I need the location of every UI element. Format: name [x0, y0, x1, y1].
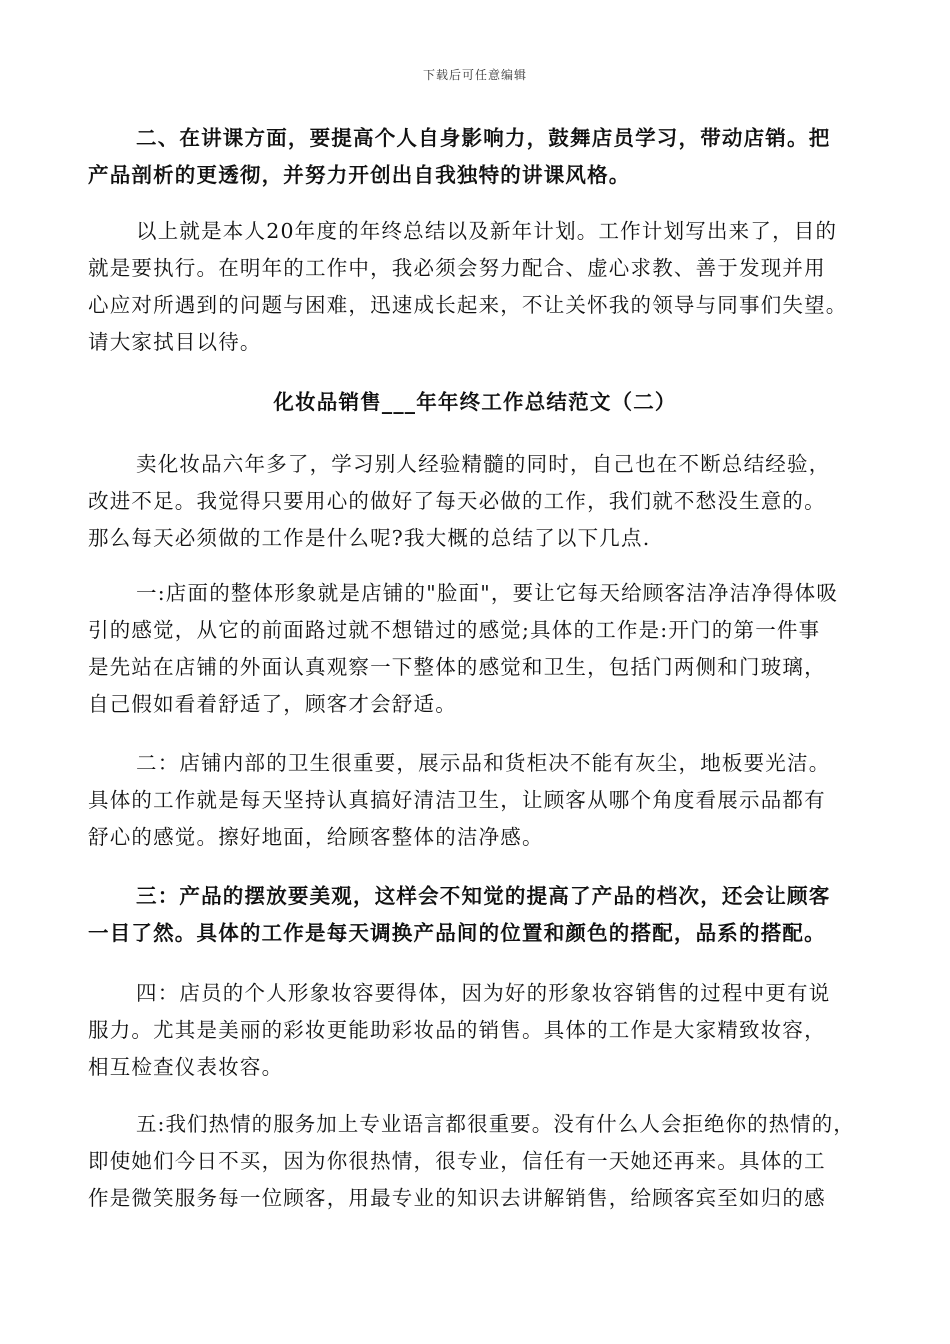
- text-line: 四：店员的个人形象妆容要得体，因为好的形象妆容销售的过程中更有说: [136, 981, 831, 1005]
- text-line: 一目了然。具体的工作是每天调换产品间的位置和颜色的搭配，品系的搭配。: [88, 921, 826, 945]
- text-line: 二：店铺内部的卫生很重要，展示品和货柜决不能有灰尘，地板要光洁。: [136, 751, 831, 775]
- paragraph-summary: [88, 213, 858, 361]
- text-line: 请大家拭目以待。: [88, 330, 262, 354]
- text-line: 就是要执行。在明年的工作中，我必须会努力配合、虚心求教、善于发现并用: [88, 256, 826, 280]
- page-header: 下载后可任意编辑: [422, 68, 527, 82]
- text-line: 相互检查仪表妆容。: [88, 1055, 284, 1079]
- text-line: 心应对所遇到的问题与困难，迅速成长起来，不让关怀我的领导与同事们失望。: [88, 293, 848, 317]
- text-line: 作是微笑服务每一位顾客，用最专业的知识去讲解销售，给顾客宾至如归的感: [88, 1186, 826, 1210]
- text-line: 自己假如看着舒适了，顾客才会舒适。: [88, 692, 457, 716]
- paragraph-point-five: [88, 1106, 858, 1217]
- paragraph-point-four: [88, 975, 858, 1086]
- text-line: 产品剖析的更透彻，并努力开创出自我独特的讲课风格。: [88, 163, 631, 187]
- text-line: 改进不足。我觉得只要用心的做好了每天必做的工作，我们就不愁没生意的。: [88, 489, 826, 513]
- paragraph-point-two: [88, 745, 858, 856]
- text-line: 即使她们今日不买，因为你很热情，很专业，信任有一天她还再来。具体的工: [88, 1149, 826, 1173]
- text-line: 那么每天必须做的工作是什么呢?我大概的总结了以下几点.: [88, 526, 651, 550]
- text-line: 五:我们热情的服务加上专业语言都很重要。没有什么人会拒绝你的热情的，: [136, 1112, 855, 1136]
- document-title: 化妆品销售___年年终工作总结范文（二）: [273, 390, 677, 414]
- paragraph-point-one: [88, 575, 858, 723]
- text-line: 引的感觉，从它的前面路过就不想错过的感觉;具体的工作是:开门的第一件事: [88, 618, 821, 642]
- text-line: 一:店面的整体形象就是店铺的"脸面"，要让它每天给顾客洁净洁净得体吸: [136, 581, 839, 605]
- text-line: 二、在讲课方面，要提高个人自身影响力，鼓舞店员学习，带动店销。把: [136, 126, 831, 150]
- text-line: 是先站在店铺的外面认真观察一下整体的感觉和卫生，包括门两侧和门玻璃，: [88, 655, 826, 679]
- paragraph-teaching: [88, 120, 858, 194]
- paragraph-point-three: [88, 878, 858, 952]
- text-line: 卖化妆品六年多了，学习别人经验精髓的同时，自己也在不断总结经验，: [136, 452, 831, 476]
- text-line: 服力。尤其是美丽的彩妆更能助彩妆品的销售。具体的工作是大家精致妆容，: [88, 1018, 826, 1042]
- text-line: 具体的工作就是每天坚持认真搞好清洁卫生，让顾客从哪个角度看展示品都有: [88, 788, 826, 812]
- text-line: 三：产品的摆放要美观，这样会不知觉的提高了产品的档次，还会让顾客: [136, 884, 831, 908]
- text-line: 舒心的感觉。擦好地面，给顾客整体的洁净感。: [88, 825, 544, 849]
- paragraph-intro: [88, 446, 858, 557]
- text-line: 以上就是本人20年度的年终总结以及新年计划。工作计划写出来了，目的: [136, 219, 838, 243]
